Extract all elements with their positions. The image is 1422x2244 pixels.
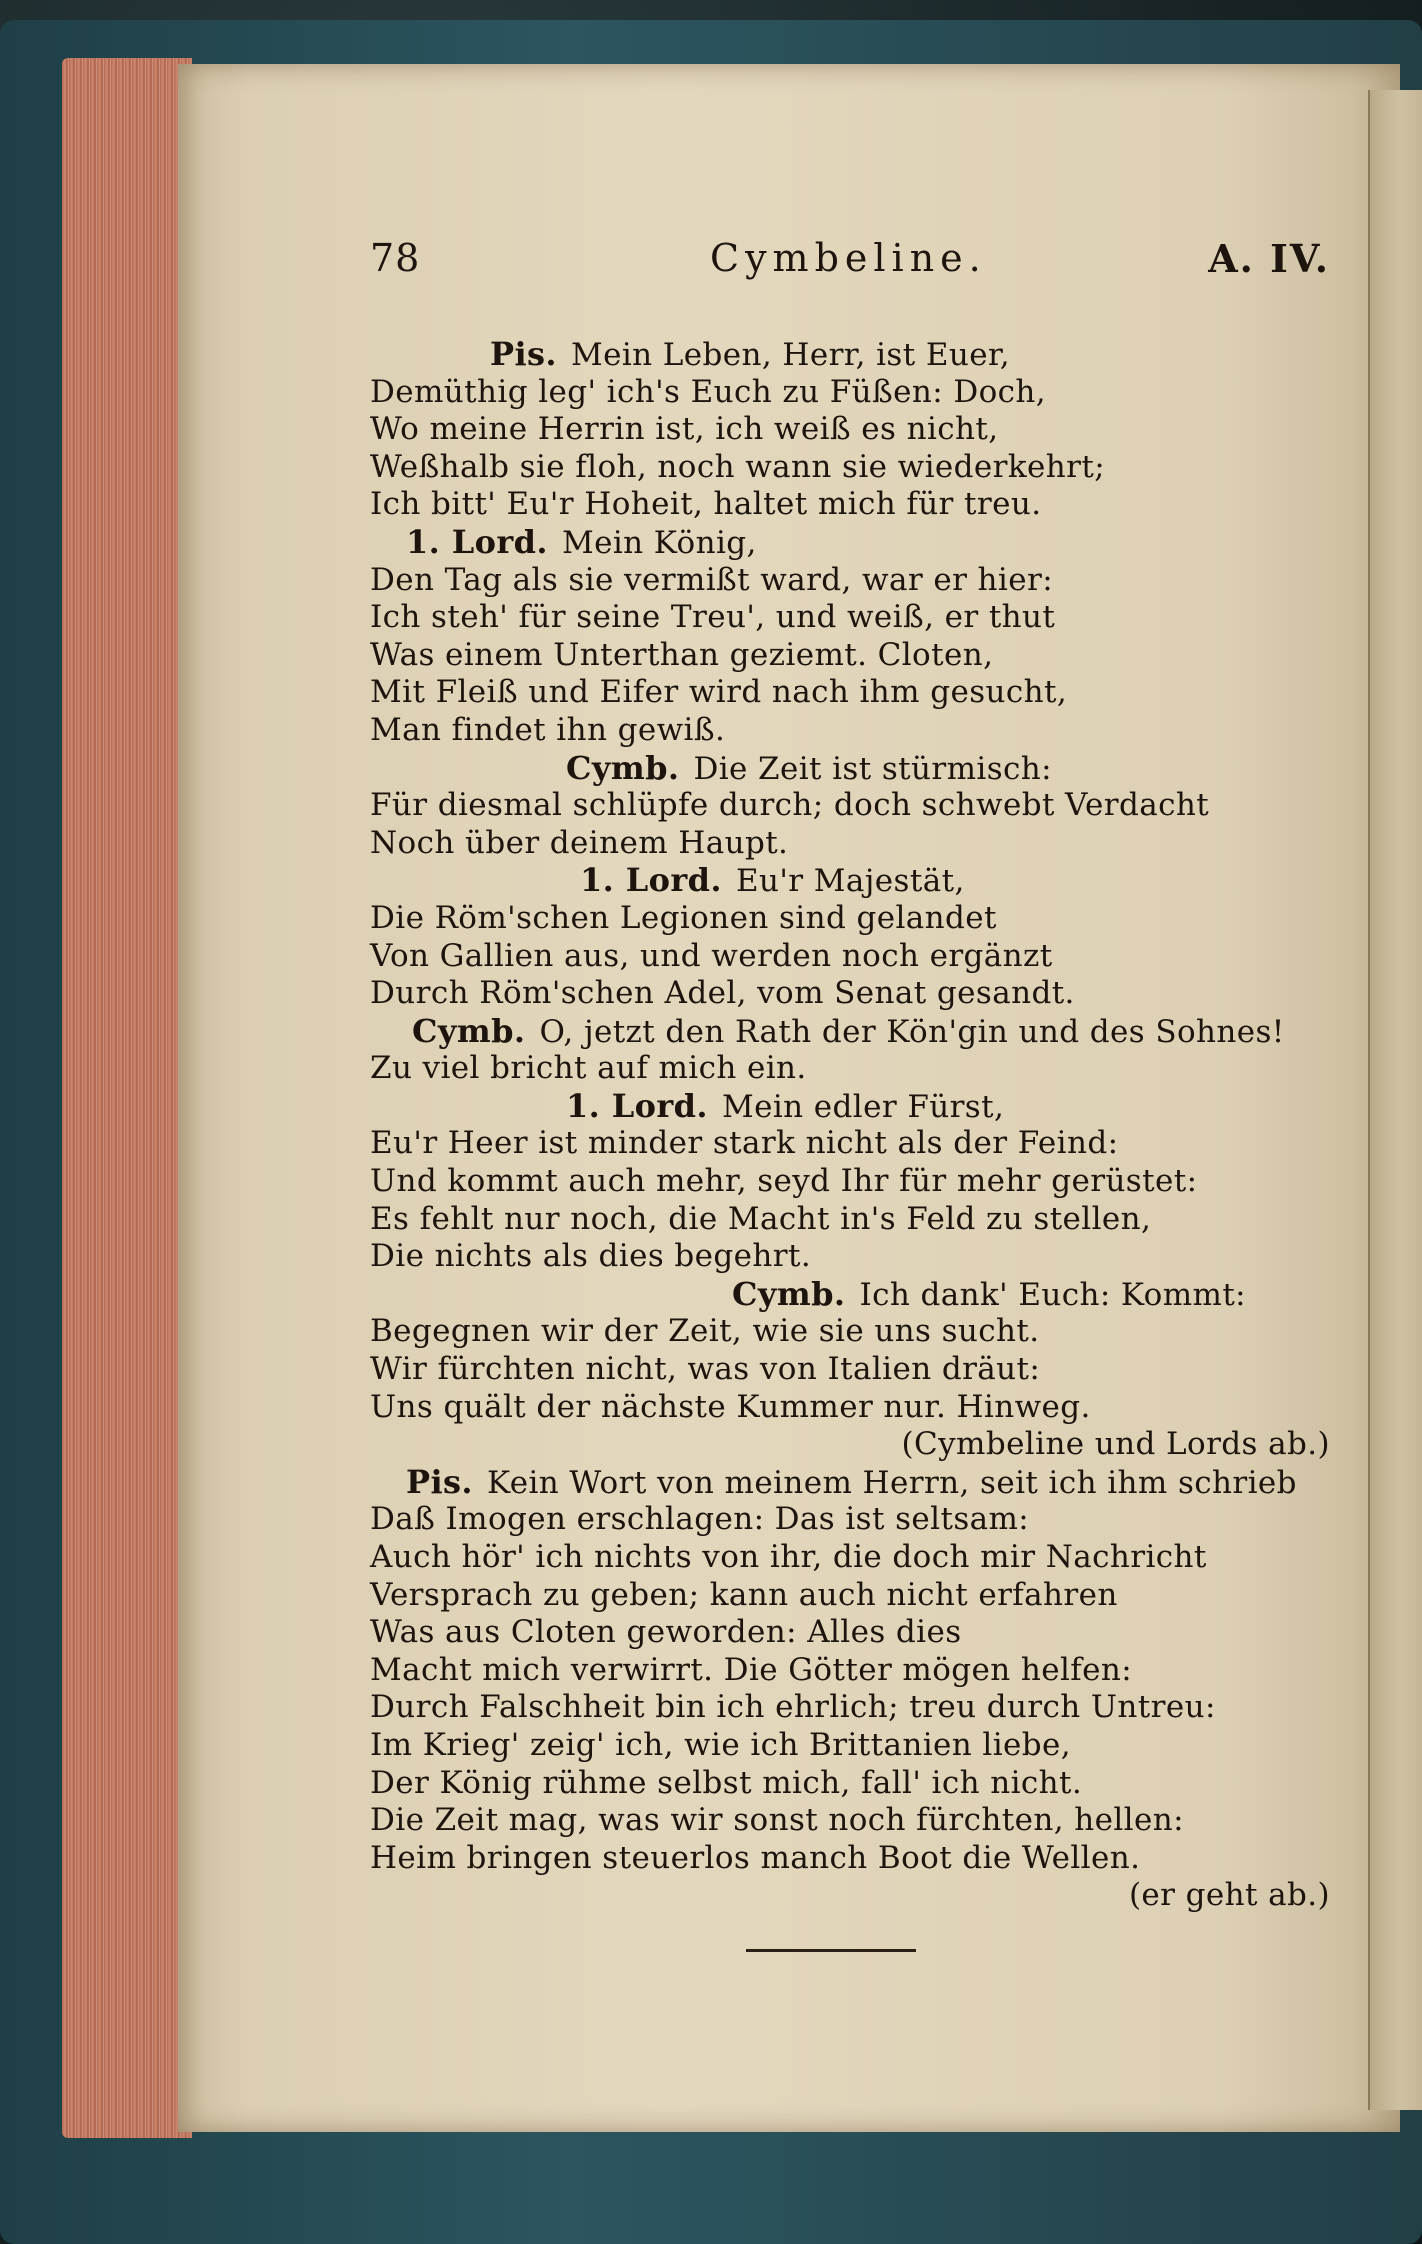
verse-line	[370, 1652, 1330, 1690]
verse-line	[370, 750, 1330, 788]
verse-line	[370, 712, 1330, 750]
speaker-name: Cymb.	[412, 1011, 526, 1050]
verse-line	[370, 599, 1330, 637]
verse-line	[370, 1727, 1330, 1765]
verse-line	[370, 1539, 1330, 1577]
line-text: Mit Fleiß und Eifer wird nach ihm gesucht,	[370, 674, 1068, 711]
end-rule	[746, 1949, 916, 1952]
speaker-name: Pis.	[490, 335, 557, 373]
verse-line	[370, 1125, 1330, 1163]
verse-line	[370, 1201, 1330, 1239]
verse-line	[370, 1238, 1330, 1276]
page-text	[370, 236, 1330, 1952]
line-text: Was einem Unterthan geziemt. Cloten,	[370, 636, 994, 673]
verse-line	[370, 1163, 1330, 1201]
speaker-name: 1. Lord.	[406, 522, 548, 561]
verse-line	[370, 1577, 1330, 1615]
line-text: Was aus Cloten geworden: Alles dies	[370, 1614, 962, 1651]
line-text: Mein Leben, Herr, ist Euer,	[570, 337, 1011, 373]
line-text: Demüthig leg' ich's Euch zu Füßen: Doch,	[370, 373, 1047, 410]
line-text: Ich bitt' Eu'r Hoheit, haltet mich für treu.	[370, 486, 1042, 523]
line-text: (Cymbeline und Lords ab.)	[901, 1426, 1330, 1463]
line-text: Macht mich verwirrt. Die Götter mögen helfen:	[370, 1651, 1133, 1688]
verse-line	[370, 524, 1330, 562]
running-title: Cymbeline.	[710, 236, 987, 280]
verse-line	[370, 1013, 1330, 1051]
line-text: Den Tag als sie vermißt ward, war er hier:	[370, 561, 1054, 598]
verse-line	[370, 1313, 1330, 1351]
line-text: Daß Imogen erschlagen: Das ist seltsam:	[370, 1501, 1030, 1538]
line-text: Wo meine Herrin ist, ich weiß es nicht,	[370, 411, 999, 448]
page-number: 78	[370, 236, 421, 280]
line-text: Noch über deinem Haupt.	[370, 824, 789, 861]
line-text: Und kommt auch mehr, seyd Ihr für mehr gerüstet:	[370, 1163, 1198, 1200]
line-text: Die nichts als dies begehrt.	[370, 1238, 812, 1275]
verse-line	[370, 975, 1330, 1013]
verse-line	[370, 900, 1330, 938]
speaker-name: 1. Lord.	[566, 1086, 708, 1125]
line-text: Durch Röm'schen Adel, vom Senat gesandt.	[370, 975, 1075, 1012]
verse-line	[370, 1840, 1330, 1878]
verse-line	[370, 1276, 1330, 1314]
page-header	[370, 236, 1330, 306]
line-text: Mein edler Fürst,	[721, 1088, 1005, 1125]
line-text: Wir fürchten nicht, was von Italien dräut:	[370, 1351, 1041, 1388]
verse-line	[370, 486, 1330, 524]
verse-line	[370, 1050, 1330, 1088]
line-text: Es fehlt nur noch, die Macht in's Feld zu stellen,	[370, 1200, 1152, 1237]
act-label: A. IV.	[1208, 236, 1330, 281]
verse-line	[370, 1689, 1330, 1727]
line-text: Die Röm'schen Legionen sind gelandet	[370, 899, 997, 936]
speaker-name: Cymb.	[732, 1274, 846, 1313]
verse-line	[370, 562, 1330, 600]
line-text: Begegnen wir der Zeit, wie sie uns sucht.	[370, 1313, 1040, 1350]
verse-lines	[370, 336, 1330, 1915]
facing-page-edge	[1368, 90, 1422, 2110]
verse-line	[370, 1614, 1330, 1652]
verse-line	[370, 1351, 1330, 1389]
verse-line	[370, 787, 1330, 825]
line-text: Eu'r Majestät,	[735, 863, 965, 900]
line-text: Ich steh' für seine Treu', und weiß, er thut	[370, 599, 1056, 636]
line-text: Uns quält der nächste Kummer nur. Hinweg.	[370, 1388, 1091, 1425]
verse-line	[370, 862, 1330, 900]
verse-line	[370, 1501, 1330, 1539]
stage-direction	[370, 1877, 1330, 1915]
verse-line	[370, 336, 1330, 374]
line-text: Man findet ihn gewiß.	[370, 711, 726, 748]
line-text: Die Zeit ist stürmisch:	[693, 750, 1052, 787]
line-text: Versprach zu geben; kann auch nicht erfahren	[370, 1576, 1118, 1613]
verse-line	[370, 825, 1330, 863]
line-text: Mein König,	[561, 524, 757, 561]
verse-line	[370, 637, 1330, 675]
verse-line	[370, 374, 1330, 412]
line-text: Im Krieg' zeig' ich, wie ich Brittanien liebe,	[370, 1726, 1072, 1763]
line-text: Heim bringen steuerlos manch Boot die Wellen.	[370, 1839, 1141, 1876]
speaker-name: Cymb.	[566, 748, 680, 787]
page-edges	[62, 58, 192, 2138]
verse-line	[370, 1765, 1330, 1803]
speaker-name: Pis.	[406, 1462, 473, 1501]
verse-line	[370, 411, 1330, 449]
line-text: (er geht ab.)	[1128, 1877, 1330, 1914]
line-text: Zu viel bricht auf mich ein.	[370, 1050, 807, 1087]
line-text: Die Zeit mag, was wir sonst noch fürchten, hellen:	[370, 1802, 1184, 1839]
line-text: Durch Falschheit bin ich ehrlich; treu durch Untreu:	[370, 1689, 1216, 1726]
line-text: Ich dank' Euch: Kommt:	[859, 1276, 1247, 1313]
verse-line	[370, 1389, 1330, 1427]
verse-line	[370, 1802, 1330, 1840]
line-text: O, jetzt den Rath der Kön'gin und des Sohnes!	[539, 1013, 1285, 1050]
stage-direction	[370, 1426, 1330, 1464]
verse-line	[370, 1464, 1330, 1502]
verse-line	[370, 938, 1330, 976]
line-text: Kein Wort von meinem Herrn, seit ich ihm schrieb	[486, 1464, 1297, 1501]
verse-line	[370, 449, 1330, 487]
line-text: Für diesmal schlüpfe durch; doch schwebt Verdacht	[370, 787, 1210, 824]
speaker-name: 1. Lord.	[580, 861, 722, 900]
verse-line	[370, 674, 1330, 712]
verse-line	[370, 1088, 1330, 1126]
line-text: Weßhalb sie floh, noch wann sie wiederkehrt;	[370, 448, 1106, 485]
line-text: Eu'r Heer ist minder stark nicht als der Feind:	[370, 1125, 1119, 1162]
line-text: Der König rühme selbst mich, fall' ich nicht.	[370, 1764, 1083, 1801]
line-text: Von Gallien aus, und werden noch ergänzt	[370, 937, 1053, 974]
line-text: Auch hör' ich nichts von ihr, die doch mir Nachricht	[370, 1539, 1207, 1575]
